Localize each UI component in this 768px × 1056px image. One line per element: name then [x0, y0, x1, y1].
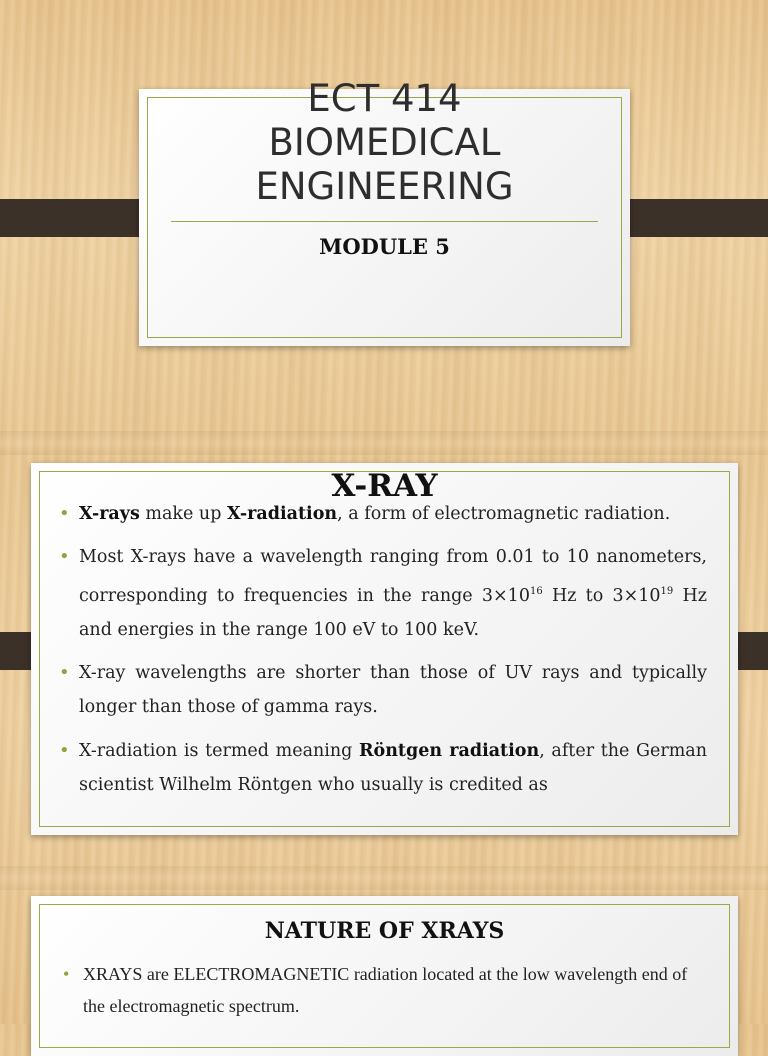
bullet-text: Röntgen radiation — [358, 740, 540, 761]
bullet-icon: • — [59, 503, 70, 524]
bullet-text: , after the German scientist Wilhelm Röntgen who usually is credited as — [79, 740, 707, 795]
bullet-text: X-radiation is termed meaning — [79, 740, 359, 761]
bullet-text: 19 — [660, 585, 674, 597]
slide-subtitle: MODULE 5 — [319, 234, 450, 259]
bullet-icon: • — [59, 662, 70, 684]
wood-seam — [0, 866, 768, 890]
title-divider — [171, 221, 598, 222]
list-item — [61, 734, 707, 803]
bullet-text: X-radiation — [226, 504, 338, 524]
title-line: ENGINEERING — [255, 165, 514, 208]
title-slide[interactable] — [139, 77, 630, 346]
title-line: ECT 414 — [307, 77, 462, 120]
list-item — [61, 540, 707, 647]
title-line: BIOMEDICAL — [268, 121, 501, 164]
bullet-text: Most X-rays have a wavelength ranging from 0.01 to 10 nanometers, corresponding to frequencies in the range 3×10 — [79, 547, 707, 606]
bullet-icon: • — [59, 739, 70, 761]
list-item — [61, 497, 707, 531]
slide-heading: X-RAY — [331, 468, 438, 504]
bullet-text: 16 — [529, 585, 543, 597]
bullet-text: , a form of electromagnetic radiation. — [337, 504, 671, 524]
xray-slide[interactable] — [31, 463, 738, 835]
bullet-text: Hz to 3×10 — [542, 585, 661, 606]
right-tab-bar — [612, 199, 768, 237]
bullet-icon: • — [63, 964, 70, 984]
slide-title — [139, 77, 630, 209]
bullet-icon: • — [59, 546, 70, 568]
bullet-text: XRAYS are ELECTROMAGNETIC radiation located at the low wavelength end of the electromagnetic spectrum. — [83, 964, 688, 1016]
bullet-list — [63, 958, 713, 1022]
nature-of-xrays-slide[interactable] — [31, 896, 738, 1056]
bullet-text: X-rays — [79, 504, 140, 524]
slide-heading: NATURE OF XRAYS — [264, 918, 505, 944]
list-item — [61, 656, 707, 725]
left-tab-bar — [0, 199, 156, 237]
bullet-list — [61, 497, 707, 811]
bullet-text: Hz and energies in the range 100 eV to 100 keV. — [79, 585, 708, 640]
wood-seam — [0, 431, 768, 455]
bullet-text: X-ray wavelengths are shorter than those of UV rays and typically longer than those of gamma rays. — [79, 663, 707, 718]
list-item — [63, 958, 713, 1022]
bullet-text: make up — [139, 504, 227, 524]
